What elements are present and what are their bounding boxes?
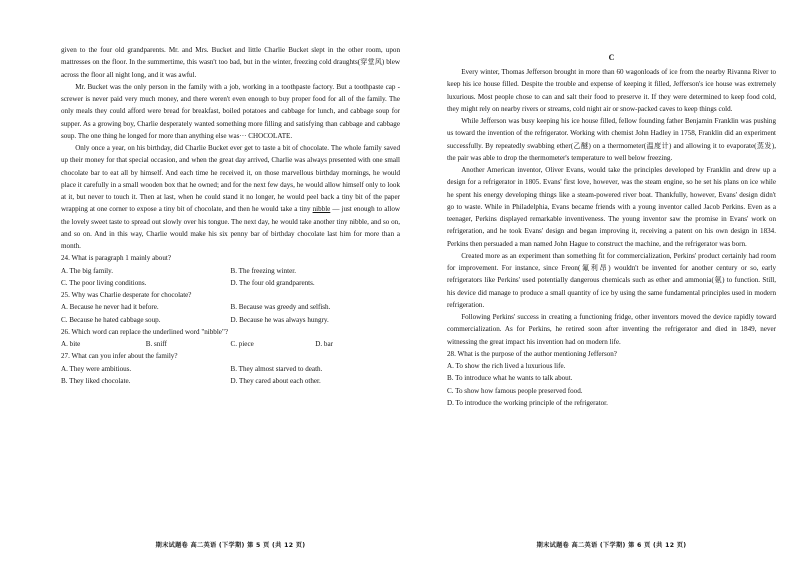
passage-paragraph-2: Mr. Bucket was the only person in the family with a job, working in a toothpaste factory. But a toothpaste cap - screwer is never paid very much money, and there weren't even enough to buy proper food for all of the family. The only meals they could afford were bread for breakfast, boiled potatoes and cabbage for lunch, and cabbage soup for supper. As a growing boy, Charlie desperately wanted something more filling and satisfying than cabbage and cabbage soup. The one thing he longed for more than anything else was··· CHOCOLATE. bbox=[61, 82, 400, 140]
options-row bbox=[61, 265, 400, 277]
passage-paragraph-3: Another American inventor, Oliver Evans, would take the principles developed by Franklin and drew up a design for a refrigerator in 1805. Evans' first love, however, was the steam engine, so he set his plans on ice while he spent his energy developing things like a steam-powered river boat. Thankfully, however, Evans' design didn't go to waste. While in Philadelphia, Evans became friends with a young inventor called Jacob Perkins. Even as a teenager, Perkins displayed remarkable inventiveness. The young inventor saw the promise in Evans' work on refrigeration, and he took Evans' design and began improving it, receiving a patent on his own design in 1834. Perkins then persuaded a man named John Hague to construct the machine, and the refrigerator was born. bbox=[447, 166, 776, 248]
passage-paragraph-1: given to the four old grandparents. Mr. and Mrs. Bucket and little Charlie Bucket slept in the other room, upon mattresses on the floor. In the summertime, this wasn't too bad, but in the winter, freezing cold draughts(穿堂风) blew across the floor all night long, and it was awful. bbox=[61, 46, 400, 79]
options-row bbox=[447, 372, 776, 384]
page-footer: 期末试题卷 高二英语 (下学期) 第 6 页 (共 12 页) bbox=[536, 542, 687, 549]
underlined-word-nibble: nibble bbox=[312, 205, 331, 214]
page-footer: 期末试题卷 高二英语 (下学期) 第 5 页 (共 12 页) bbox=[155, 542, 306, 549]
option-d: D. To introduce the working principle of the refrigerator. bbox=[447, 398, 608, 407]
options-row bbox=[61, 314, 400, 326]
option-b: B. Because was greedy and selfish. bbox=[230, 303, 331, 312]
question-26 bbox=[61, 326, 400, 351]
options-row bbox=[61, 277, 400, 289]
option-b: B. To introduce what he wants to talk about. bbox=[447, 374, 573, 383]
paragraph-3-text-end: — just enough to allow the lovely sweet taste to spread out slowly over his tongue. The next day, he would take another tiny nibble, and so on, and so on. And in this way, Charlie would make his six penny bar of birthday chocolate last him for more than a month. bbox=[61, 205, 400, 250]
right-page-body bbox=[447, 44, 776, 409]
options-row bbox=[61, 363, 400, 375]
options-row bbox=[447, 385, 776, 397]
option-a: A. The big family. bbox=[61, 266, 114, 275]
option-a: A. To show the rich lived a luxurious life. bbox=[447, 362, 566, 370]
question-stem: 28. What is the purpose of the author mentioning Jefferson? bbox=[447, 349, 617, 358]
question-28 bbox=[447, 348, 776, 409]
option-d: D. bar bbox=[315, 340, 333, 348]
question-stem: 25. Why was Charlie desperate for chocolate? bbox=[61, 291, 192, 299]
option-d: D. They cared about each other. bbox=[230, 376, 321, 385]
options-row bbox=[61, 375, 400, 387]
option-d: D. The four old grandparents. bbox=[230, 278, 315, 287]
options-row bbox=[61, 338, 400, 350]
passage-paragraph-5: Following Perkins' success in creating a functioning fridge, other inventors moved the device rapidly toward commercialization. As for Perkins, he retired soon after inventing the refrigerator and died in 1849, never witnessing the great impact his invention had on modern life. bbox=[447, 313, 776, 346]
question-stem: 24. What is paragraph 1 mainly about? bbox=[61, 254, 171, 263]
left-page-body bbox=[61, 44, 400, 387]
section-heading: C bbox=[608, 53, 615, 62]
passage-paragraph-4: Created more as an experiment than something fit for commercialization, Perkins' product certainly had room for improvement. For instance, since Freon(氟利昂) wouldn't be invented for another century or so, early refrigerators like Perkins' used potentially dangerous chemicals such as ether and ammonia(氨) to function. Still, his device did manage to produce a small quantity of ice by using the same fundamental principles used in modern refrigeration. bbox=[447, 251, 776, 309]
question-24 bbox=[61, 252, 400, 289]
option-c: C. Because he hated cabbage soup. bbox=[61, 315, 161, 324]
options-row bbox=[447, 360, 776, 372]
option-a: A. They were ambitious. bbox=[61, 364, 132, 373]
right-page bbox=[447, 44, 776, 561]
question-stem: 27. What can you infer about the family? bbox=[61, 352, 178, 361]
option-b: B. They almost starved to death. bbox=[230, 364, 323, 373]
option-c: C. The poor living conditions. bbox=[61, 278, 147, 287]
options-row bbox=[447, 397, 776, 409]
option-a: A. Because he never had it before. bbox=[61, 303, 159, 312]
option-b: B. sniff bbox=[145, 340, 167, 348]
options-row bbox=[61, 301, 400, 313]
passage-paragraph-3 bbox=[61, 142, 400, 252]
option-b: B. The freezing winter. bbox=[230, 266, 296, 275]
question-27 bbox=[61, 350, 400, 387]
question-25 bbox=[61, 289, 400, 326]
option-c: C. piece bbox=[230, 340, 254, 348]
option-a: A. bite bbox=[61, 340, 81, 348]
passage-paragraph-2: While Jefferson was busy keeping his ice house filled, fellow founding father Benjamin Franklin was pushing us toward the invention of the refrigerator. Working with chemist John Hadley in 1758, Franklin did an experiment successfully. By repeatedly swabbing ether(乙醚) on a thermometer(温度计) and allowing it to evaporate(蒸发), the pair was able to drop the thermometer's temperature to well below freezing. bbox=[447, 117, 776, 162]
left-page bbox=[61, 44, 400, 561]
option-c: B. They liked chocolate. bbox=[61, 376, 131, 385]
paragraph-3-text-start: Only once a year, on his birthday, did Charlie Bucket ever get to taste a bit of chocolate. The whole family saved up their money for that special occasion, and when the great day arrived, Charlie was always presented with one small chocolate bar to eat all by himself. And each time he received it, on those marvellous birthday mornings, he would place it carefully in a small wooden box that he owned; and for the next few days, he would allow himself only to look at it, but never to touch it. Then at last, when he could stand it no longer, he would peel back a tiny bit of the paper wrapping at one corner to expose a tiny bit of chocolate, and then he would take a tiny bbox=[61, 144, 400, 214]
option-d: D. Because he was always hungry. bbox=[230, 315, 329, 324]
passage-paragraph-1: Every winter, Thomas Jefferson brought in more than 60 wagonloads of ice from the nearby Rivanna River to keep his ice house filled. Despite the trouble and expense of keeping it filled, Jefferson's ice house was extremely luxurious. Most people chose to can and salt their food to preserve it. If they were determined to keep food cold, they might rely on nearby rivers or streams, cold night air or snow-packed caves to keep things cold. bbox=[447, 68, 776, 113]
question-stem: 26. Which word can replace the underlined word "nibble"? bbox=[61, 327, 228, 336]
option-c: C. To show how famous people preserved food. bbox=[447, 386, 583, 395]
